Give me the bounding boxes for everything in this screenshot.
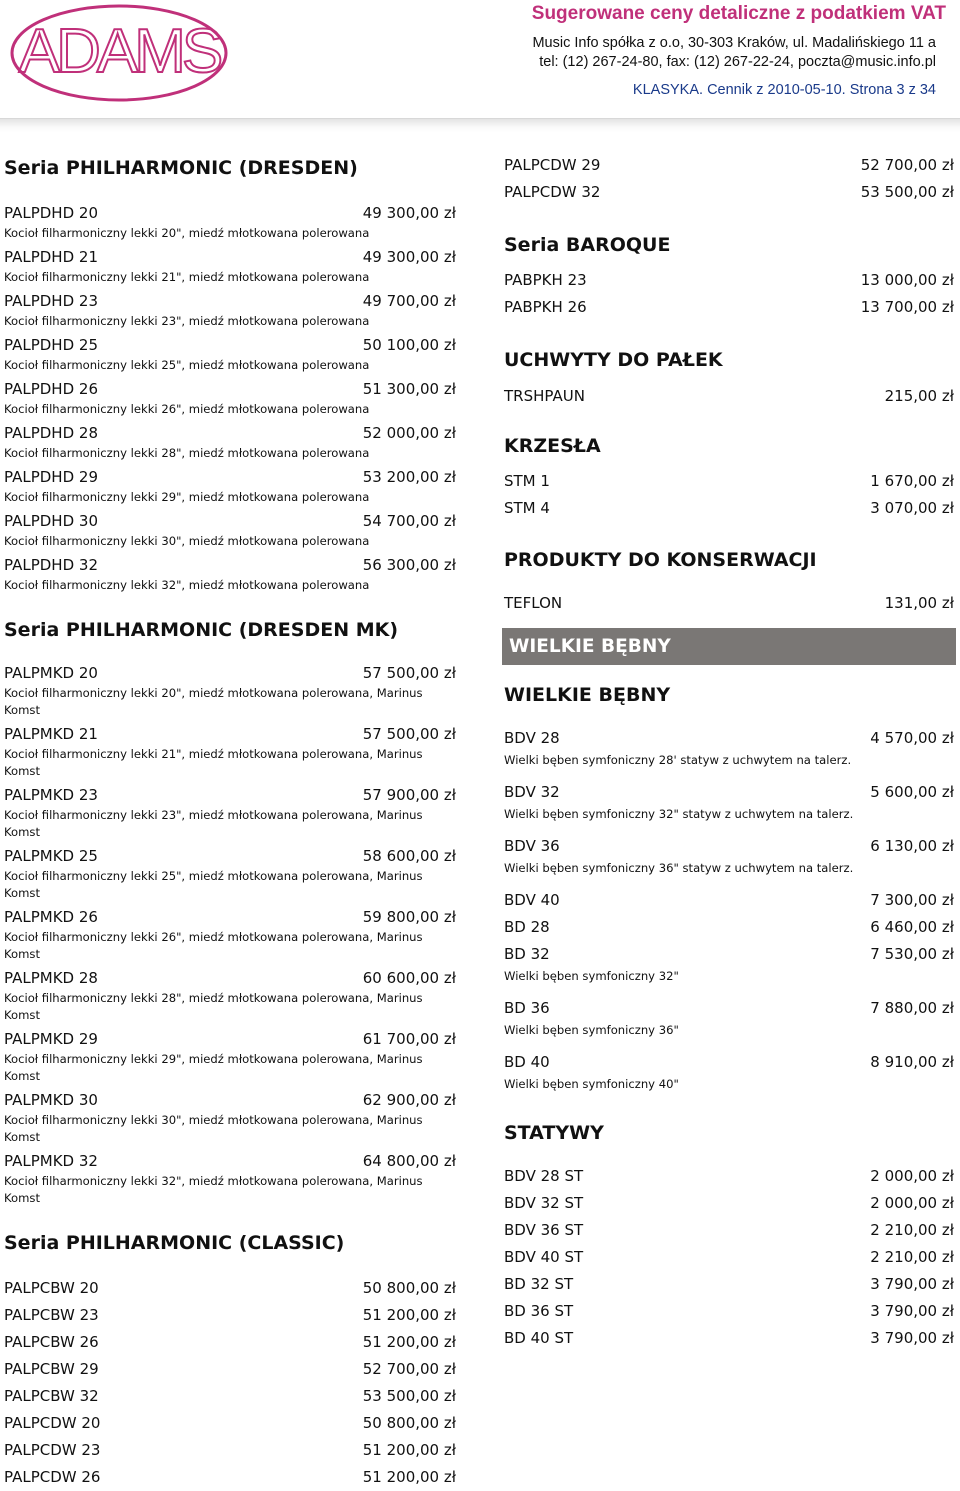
product-code: PALPDHD 26 (4, 380, 98, 398)
product-code: BDV 28 ST (504, 1167, 584, 1185)
svg-text:ADAMS: ADAMS (18, 17, 220, 86)
product-item (504, 1049, 954, 1093)
product-item (504, 1271, 954, 1298)
product-price: 7 530,00 zł (870, 945, 954, 963)
product-item (504, 294, 954, 321)
product-row (4, 1089, 456, 1112)
section-title-dresden: Seria PHILHARMONIC (DRESDEN) (4, 157, 358, 179)
product-code: BDV 40 (504, 891, 560, 909)
product-item (4, 1089, 456, 1146)
uchwyty-list (504, 383, 954, 410)
dresden-mk-list (4, 662, 456, 1207)
product-description: Kocioł filharmoniczny lekki 20", miedź młotkowana polerowana, Marinus (4, 686, 423, 700)
product-code: PALPDHD 23 (4, 292, 98, 310)
product-code: BD 36 (504, 999, 550, 1017)
product-description-continued: Komst (4, 1008, 40, 1022)
product-row (4, 334, 456, 357)
product-row (504, 1325, 954, 1352)
product-price: 52 700,00 zł (860, 156, 954, 174)
product-row (504, 1217, 954, 1244)
product-row (504, 1163, 954, 1190)
product-code: PALPDHD 30 (4, 512, 98, 530)
wielkie-bebny-list (504, 725, 954, 1093)
product-description: Wielki bęben symfoniczny 28' statyw z uchwytem na talerz. (504, 753, 852, 767)
product-code: PALPCBW 32 (4, 1387, 99, 1405)
product-code: PALPMKD 30 (4, 1091, 98, 1109)
product-row (504, 995, 954, 1022)
product-code: PALPDHD 25 (4, 336, 98, 354)
product-item (504, 468, 954, 495)
product-price: 59 800,00 zł (362, 908, 456, 926)
product-description: Wielki bęben symfoniczny 36" (504, 1023, 679, 1037)
product-item (4, 784, 456, 841)
product-code: STM 4 (504, 499, 550, 517)
product-price: 61 700,00 zł (362, 1030, 456, 1048)
product-price: 49 700,00 zł (362, 292, 456, 310)
classic-list (4, 1275, 456, 1491)
product-item (4, 202, 456, 242)
product-row (504, 294, 954, 321)
product-row (4, 554, 456, 577)
product-description: Kocioł filharmoniczny lekki 21", miedź młotkowana polerowana, Marinus (4, 747, 423, 761)
product-price: 51 200,00 zł (362, 1441, 456, 1459)
section-title-uchwyty: UCHWYTY DO PAŁEK (504, 349, 723, 371)
product-description: Kocioł filharmoniczny lekki 29", miedź młotkowana polerowana (4, 490, 370, 504)
product-code: PALPCDW 29 (504, 156, 601, 174)
product-code: BDV 36 (504, 837, 560, 855)
product-code: PALPCBW 29 (4, 1360, 99, 1378)
classic-continued-list (504, 152, 954, 206)
product-price: 6 130,00 zł (870, 837, 954, 855)
product-code: BDV 28 (504, 729, 560, 747)
product-row (504, 725, 954, 752)
product-item (4, 845, 456, 902)
product-row (4, 1410, 456, 1437)
product-item (504, 887, 954, 914)
product-item (4, 422, 456, 462)
product-code: PALPCBW 26 (4, 1333, 99, 1351)
konserwacja-list (504, 590, 954, 617)
dresden-list (4, 202, 456, 594)
product-price: 8 910,00 zł (870, 1053, 954, 1071)
product-code: PALPMKD 26 (4, 908, 98, 926)
product-item (4, 466, 456, 506)
product-code: PALPMKD 21 (4, 725, 98, 743)
product-description: Kocioł filharmoniczny lekki 32", miedź młotkowana polerowana, Marinus (4, 1174, 423, 1188)
product-description-continued: Komst (4, 947, 40, 961)
product-code: PALPCBW 23 (4, 1306, 99, 1324)
product-code: PALPMKD 20 (4, 664, 98, 682)
product-price: 7 300,00 zł (870, 891, 954, 909)
product-description: Kocioł filharmoniczny lekki 30", miedź młotkowana polerowana, Marinus (4, 1113, 423, 1127)
product-item (4, 906, 456, 963)
product-row (504, 1298, 954, 1325)
product-price: 57 500,00 zł (362, 725, 456, 743)
product-code: BDV 40 ST (504, 1248, 584, 1266)
product-item (504, 941, 954, 985)
product-description: Kocioł filharmoniczny lekki 23", miedź młotkowana polerowana, Marinus (4, 808, 423, 822)
product-item (504, 1298, 954, 1325)
product-item (504, 267, 954, 294)
product-item (4, 246, 456, 286)
product-item (4, 1329, 456, 1356)
product-row (4, 784, 456, 807)
product-price: 53 500,00 zł (362, 1387, 456, 1405)
product-price: 2 210,00 zł (870, 1221, 954, 1239)
product-row (504, 468, 954, 495)
product-description: Wielki bęben symfoniczny 32" (504, 969, 679, 983)
product-price: 3 790,00 zł (870, 1302, 954, 1320)
product-row (4, 1302, 456, 1329)
product-item (504, 383, 954, 410)
product-price: 6 460,00 zł (870, 918, 954, 936)
product-code: BD 36 ST (504, 1302, 574, 1320)
product-description-continued: Komst (4, 764, 40, 778)
krzesla-list (504, 468, 954, 522)
product-description: Wielki bęben symfoniczny 32" statyw z uchwytem na talerz. (504, 807, 854, 821)
product-price: 49 300,00 zł (362, 204, 456, 222)
product-row (504, 1244, 954, 1271)
product-price: 49 300,00 zł (362, 248, 456, 266)
product-price: 51 300,00 zł (362, 380, 456, 398)
product-description: Wielki bęben symfoniczny 36" statyw z uchwytem na talerz. (504, 861, 854, 875)
product-price: 60 600,00 zł (362, 969, 456, 987)
adams-logo (8, 2, 230, 104)
right-column (504, 150, 954, 1352)
product-row (4, 906, 456, 929)
product-row (4, 1150, 456, 1173)
product-item (4, 967, 456, 1024)
product-row (4, 1028, 456, 1051)
product-item (4, 1150, 456, 1207)
header-divider (0, 118, 960, 133)
catalog-page-info: KLASYKA. Cennik z 2010-05-10. Strona 3 z 34 (632, 82, 936, 98)
product-row (4, 1383, 456, 1410)
product-price: 52 700,00 zł (362, 1360, 456, 1378)
product-row (504, 383, 954, 410)
product-code: PALPMKD 29 (4, 1030, 98, 1048)
product-row (4, 1275, 456, 1302)
product-code: BDV 32 ST (504, 1194, 584, 1212)
left-column (4, 150, 456, 1491)
product-item (4, 378, 456, 418)
product-row (4, 1356, 456, 1383)
product-price: 3 790,00 zł (870, 1275, 954, 1293)
section-title-statywy: STATYWY (504, 1122, 604, 1144)
product-code: PALPMKD 28 (4, 969, 98, 987)
product-description: Wielki bęben symfoniczny 40" (504, 1077, 679, 1091)
product-row (504, 267, 954, 294)
section-title-dresden-mk: Seria PHILHARMONIC (DRESDEN MK) (4, 619, 399, 641)
product-price: 2 000,00 zł (870, 1167, 954, 1185)
product-item (4, 1275, 456, 1302)
product-price: 58 600,00 zł (362, 847, 456, 865)
product-code: PALPCDW 20 (4, 1414, 101, 1432)
baroque-list (504, 267, 954, 321)
product-price: 7 880,00 zł (870, 999, 954, 1017)
product-description: Kocioł filharmoniczny lekki 26", miedź młotkowana polerowana (4, 402, 370, 416)
section-title-baroque: Seria BAROQUE (504, 234, 671, 256)
product-description: Kocioł filharmoniczny lekki 28", miedź młotkowana polerowana (4, 446, 370, 460)
product-description-continued: Komst (4, 825, 40, 839)
product-price: 57 900,00 zł (362, 786, 456, 804)
product-item (4, 1464, 456, 1491)
product-item (504, 1190, 954, 1217)
product-item (504, 725, 954, 769)
product-row (504, 779, 954, 806)
product-price: 56 300,00 zł (362, 556, 456, 574)
product-code: PALPMKD 25 (4, 847, 98, 865)
product-price: 51 200,00 zł (362, 1468, 456, 1486)
product-row (4, 967, 456, 990)
product-row (504, 887, 954, 914)
product-item (504, 914, 954, 941)
product-price: 5 600,00 zł (870, 783, 954, 801)
product-code: PALPDHD 28 (4, 424, 98, 442)
product-code: BD 40 ST (504, 1329, 574, 1347)
product-row (4, 510, 456, 533)
section-title-classic: Seria PHILHARMONIC (CLASSIC) (4, 1232, 345, 1254)
product-row (4, 1329, 456, 1356)
product-row (4, 246, 456, 269)
company-contact: tel: (12) 267-24-80, fax: (12) 267-22-24, poczta@music.info.pl (539, 54, 936, 70)
product-code: TEFLON (504, 594, 563, 612)
product-price: 2 000,00 zł (870, 1194, 954, 1212)
product-price: 64 800,00 zł (362, 1152, 456, 1170)
product-item (504, 495, 954, 522)
product-price: 51 200,00 zł (362, 1333, 456, 1351)
product-row (504, 941, 954, 968)
product-row (504, 179, 954, 206)
product-item (504, 779, 954, 823)
product-price: 57 500,00 zł (362, 664, 456, 682)
product-code: STM 1 (504, 472, 550, 490)
section-title-krzesla: KRZESŁA (504, 435, 601, 457)
section-bar-wielkie-bebny: WIELKIE BĘBNY (502, 628, 956, 665)
product-item (504, 1325, 954, 1352)
product-price: 50 800,00 zł (362, 1414, 456, 1432)
product-code: PALPCBW 20 (4, 1279, 99, 1297)
product-row (4, 290, 456, 313)
product-row (504, 495, 954, 522)
product-code: PABPKH 26 (504, 298, 587, 316)
product-item (4, 554, 456, 594)
product-code: BD 28 (504, 918, 550, 936)
product-row (504, 1190, 954, 1217)
product-item (4, 510, 456, 550)
product-row (504, 1049, 954, 1076)
product-price: 3 790,00 zł (870, 1329, 954, 1347)
product-price: 53 500,00 zł (860, 183, 954, 201)
product-price: 3 070,00 zł (870, 499, 954, 517)
product-code: BD 40 (504, 1053, 550, 1071)
product-item (504, 179, 954, 206)
section-title-konserwacja: PRODUKTY DO KONSERWACJI (504, 549, 817, 571)
product-code: PALPCDW 23 (4, 1441, 101, 1459)
product-row (4, 378, 456, 401)
product-description-continued: Komst (4, 1069, 40, 1083)
product-price: 215,00 zł (884, 387, 954, 405)
product-item (504, 833, 954, 877)
product-item (4, 662, 456, 719)
product-row (504, 833, 954, 860)
section-title-wielkie-bebny: WIELKIE BĘBNY (504, 684, 671, 706)
product-description: Kocioł filharmoniczny lekki 20", miedź młotkowana polerowana (4, 226, 370, 240)
product-row (4, 1464, 456, 1491)
product-code: PALPMKD 32 (4, 1152, 98, 1170)
product-row (4, 723, 456, 746)
product-item (4, 1383, 456, 1410)
product-item (4, 1356, 456, 1383)
product-code: PALPCDW 32 (504, 183, 601, 201)
product-price: 13 700,00 zł (860, 298, 954, 316)
product-item (504, 1163, 954, 1190)
product-row (4, 202, 456, 225)
product-description-continued: Komst (4, 1191, 40, 1205)
product-row (504, 590, 954, 617)
product-row (4, 466, 456, 489)
product-item (504, 590, 954, 617)
product-price: 2 210,00 zł (870, 1248, 954, 1266)
product-price: 52 000,00 zł (362, 424, 456, 442)
product-item (4, 290, 456, 330)
product-row (4, 422, 456, 445)
company-address: Music Info spółka z o.o, 30-303 Kraków, ul. Madalińskiego 11 a (532, 35, 936, 51)
product-code: PALPDHD 20 (4, 204, 98, 222)
product-description-continued: Komst (4, 703, 40, 717)
product-price: 53 200,00 zł (362, 468, 456, 486)
product-description: Kocioł filharmoniczny lekki 26", miedź młotkowana polerowana, Marinus (4, 930, 423, 944)
product-code: PABPKH 23 (504, 271, 587, 289)
statywy-list (504, 1163, 954, 1352)
page-header-title: Sugerowane ceny detaliczne z podatkiem VAT (531, 3, 946, 24)
product-item (4, 723, 456, 780)
product-description: Kocioł filharmoniczny lekki 21", miedź młotkowana polerowana (4, 270, 370, 284)
product-price: 13 000,00 zł (860, 271, 954, 289)
product-item (4, 1028, 456, 1085)
product-price: 131,00 zł (884, 594, 954, 612)
product-item (4, 1302, 456, 1329)
product-code: BDV 36 ST (504, 1221, 584, 1239)
product-row (4, 1437, 456, 1464)
product-code: BDV 32 (504, 783, 560, 801)
product-row (4, 845, 456, 868)
product-price: 4 570,00 zł (870, 729, 954, 747)
product-description: Kocioł filharmoniczny lekki 28", miedź młotkowana polerowana, Marinus (4, 991, 423, 1005)
product-item (4, 1437, 456, 1464)
product-row (504, 152, 954, 179)
product-item (504, 1244, 954, 1271)
product-code: BD 32 (504, 945, 550, 963)
product-description: Kocioł filharmoniczny lekki 25", miedź młotkowana polerowana (4, 358, 370, 372)
product-description: Kocioł filharmoniczny lekki 32", miedź młotkowana polerowana (4, 578, 370, 592)
product-row (504, 914, 954, 941)
product-item (504, 995, 954, 1039)
product-price: 62 900,00 zł (362, 1091, 456, 1109)
product-code: PALPMKD 23 (4, 786, 98, 804)
product-price: 50 800,00 zł (362, 1279, 456, 1297)
product-item (504, 152, 954, 179)
product-description: Kocioł filharmoniczny lekki 23", miedź młotkowana polerowana (4, 314, 370, 328)
product-code: TRSHPAUN (504, 387, 585, 405)
product-description: Kocioł filharmoniczny lekki 25", miedź młotkowana polerowana, Marinus (4, 869, 423, 883)
product-description: Kocioł filharmoniczny lekki 29", miedź młotkowana polerowana, Marinus (4, 1052, 423, 1066)
product-row (4, 662, 456, 685)
product-item (4, 334, 456, 374)
product-row (504, 1271, 954, 1298)
product-description-continued: Komst (4, 886, 40, 900)
product-code: PALPDHD 29 (4, 468, 98, 486)
product-price: 1 670,00 zł (870, 472, 954, 490)
product-code: PALPCDW 26 (4, 1468, 101, 1486)
product-item (504, 1217, 954, 1244)
product-code: PALPDHD 32 (4, 556, 98, 574)
product-item (4, 1410, 456, 1437)
product-price: 51 200,00 zł (362, 1306, 456, 1324)
product-code: BD 32 ST (504, 1275, 574, 1293)
product-code: PALPDHD 21 (4, 248, 98, 266)
product-price: 50 100,00 zł (362, 336, 456, 354)
product-description-continued: Komst (4, 1130, 40, 1144)
product-description: Kocioł filharmoniczny lekki 30", miedź młotkowana polerowana (4, 534, 370, 548)
product-price: 54 700,00 zł (362, 512, 456, 530)
